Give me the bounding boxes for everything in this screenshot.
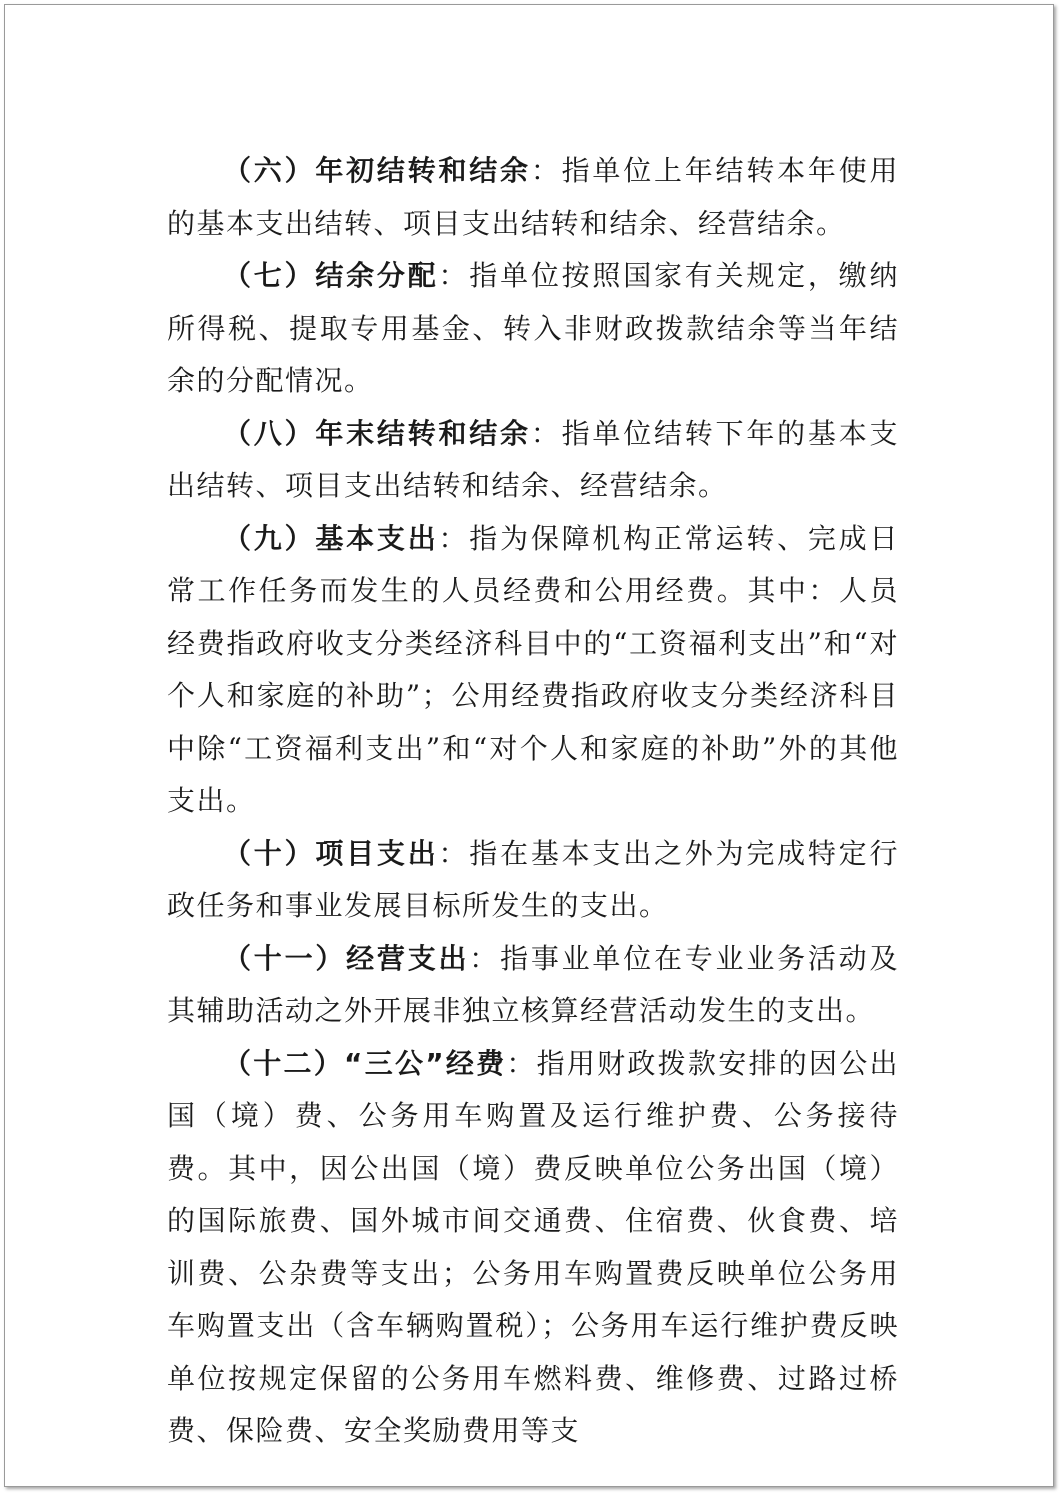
paragraph-term: 年初结转和结余 xyxy=(315,154,531,187)
paragraph-number: （九） xyxy=(223,521,316,555)
paragraph-11 xyxy=(167,933,899,1038)
paragraph-term: 结余分配 xyxy=(315,259,439,292)
paragraph-term: “三公”经费 xyxy=(344,1046,507,1080)
paragraph-10 xyxy=(167,828,899,933)
paragraph-text: ：指用财政拨款安排的因公出国（境）费、公务用车购置及运行维护费、公务接待费。其中，因公出国（境）费反映单位公务出国（境）的国际旅费、国外城市间交通费、住宿费、伙食费、培训费、公杂费等支出；公务用车购置费反映单位公务用车购置支出（含车辆购置税）；公务用车运行维护费反映单位按规定保留的公务用车燃料费、维修费、过路过桥费、保险费、安全奖励费用等支 xyxy=(167,1046,899,1447)
paragraph-number: （十一） xyxy=(223,941,347,975)
paragraph-term: 年末结转和结余 xyxy=(315,416,531,450)
paragraph-8 xyxy=(167,408,899,513)
paragraph-text: ：指单位上年结转本年使用的基本支出结转、项目支出结转和结余、经营结余。 xyxy=(167,154,899,240)
paragraph-text: ：指事业单位在专业业务活动及其辅助活动之外开展非独立核算经营活动发生的支出。 xyxy=(167,941,899,1027)
paragraph-number: （八） xyxy=(223,416,316,450)
paragraph-text: ：指单位结转下年的基本支出结转、项目支出结转和结余、经营结余。 xyxy=(167,416,899,502)
paragraph-6 xyxy=(167,145,899,250)
document-page xyxy=(4,4,1054,1487)
paragraph-term: 项目支出 xyxy=(315,836,439,870)
paragraph-9 xyxy=(167,513,899,828)
paragraph-text: ：指为保障机构正常运转、完成日常工作任务而发生的人员经费和公用经费。其中：人员经费指政府收支分类经济科目中的“工资福利支出”和“对个人和家庭的补助”；公用经费指政府收支分类经济科目中除“工资福利支出”和“对个人和家庭的补助”外的其他支出。 xyxy=(167,521,899,817)
paragraph-7 xyxy=(167,250,899,408)
paragraph-number: （十二） xyxy=(223,1046,345,1080)
paragraph-text: ：指在基本支出之外为完成特定行政任务和事业发展目标所发生的支出。 xyxy=(167,836,899,922)
paragraph-number: （七） xyxy=(223,259,316,292)
paragraph-number: （六） xyxy=(223,154,316,187)
paragraph-12 xyxy=(167,1038,899,1458)
paragraph-number: （十） xyxy=(223,836,316,870)
paragraph-term: 基本支出 xyxy=(315,521,439,555)
paragraph-term: 经营支出 xyxy=(346,941,470,975)
paragraph-text: ：指单位按照国家有关规定，缴纳所得税、提取专用基金、转入非财政拨款结余等当年结余的分配情况。 xyxy=(167,259,899,397)
document-body xyxy=(167,145,899,1458)
